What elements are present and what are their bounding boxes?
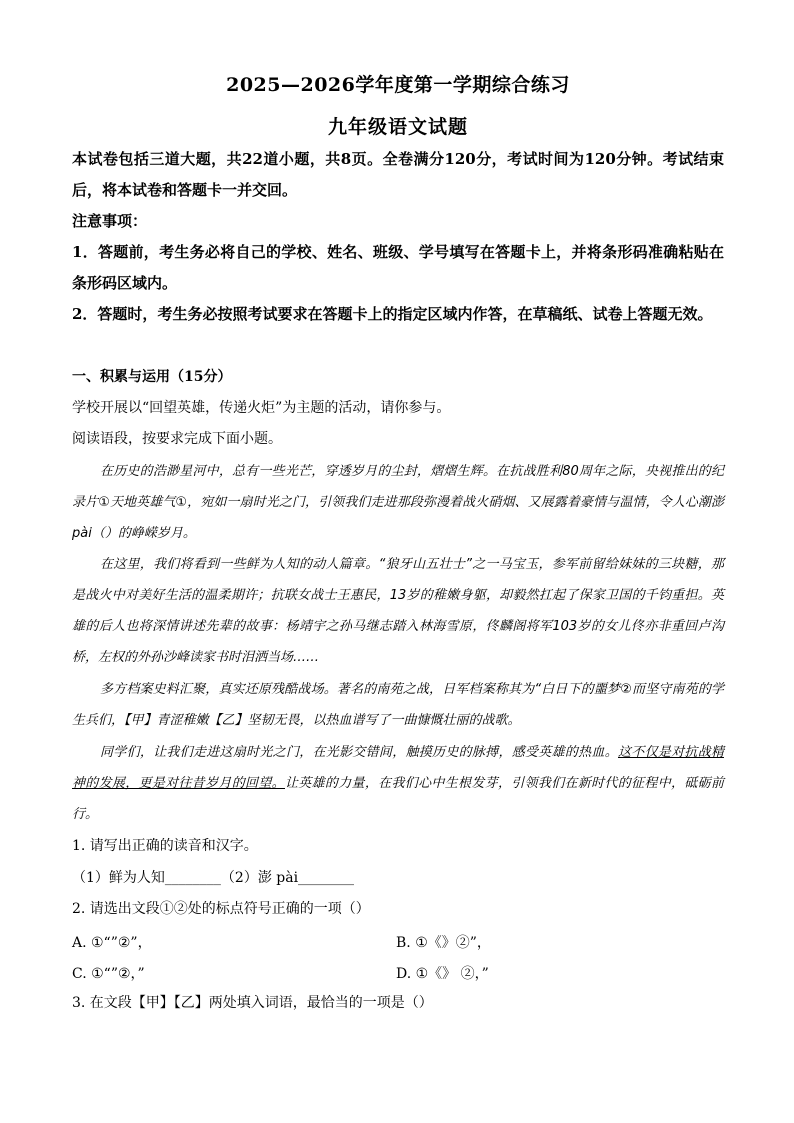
option-a: A. ①“”②”，: [72, 935, 152, 951]
paragraph-4-start: 同学们，让我们走进这扇时光之门，在光影交错间，触摸历史的脉搏，感受英雄的热血。: [100, 745, 618, 760]
intro-text: 本试卷包括三道大题，共22道小题，共8页。全卷满分120分，考试时间为120分钟。考试结束后，将本试卷和答题卡一并交回。: [72, 150, 724, 199]
question-2-stem: 2. 请选出文段①②处的标点符号正确的一项（）: [72, 901, 370, 917]
notice-label: 注意事项：: [72, 212, 148, 230]
option-d: D. ①《》 ②，”: [396, 966, 489, 982]
question-1-blanks: （1）鲜为人知________（2）澎 pài________: [72, 870, 355, 886]
exam-title: 2025—2026学年度第一学期综合练习: [226, 74, 570, 96]
option-b: B. ①《》②”，: [396, 935, 491, 951]
passage-paragraph-1: 在历史的浩渺星河中，总有一些光芒，穿透岁月的尘封，熠熠生辉。在抗战胜利80周年之际，央视推出的纪录片①天地英雄气①，宛如一扇时光之门，引领我们走进那段弥漫着战火硝烟、又展露着豪情与温情，令人心潮澎pài（）的峥嵘岁月。: [72, 464, 724, 541]
passage-paragraph-4: [72, 737, 724, 830]
section-heading: 一、积累与运用（15分）: [72, 369, 232, 385]
notice-item-2: 2．答题时，考生务必按照考试要求在答题卡上的指定区域内作答，在草稿纸、试卷上答题无效。: [72, 305, 713, 323]
notice-item-1: 1．答题前，考生务必将自己的学校、姓名、班级、学号填写在答题卡上，并将条形码准确粘贴在条形码区域内。: [72, 243, 724, 292]
option-c: C. ①“”②，”: [72, 966, 145, 982]
paragraph-4-end: 让英雄的力量，在我们心中生根发芽，引领我们在新时代的征程中，砥砺前行。: [72, 776, 724, 822]
question-1-stem: 1. 请写出正确的读音和汉字。: [72, 838, 258, 854]
instruction-text: 阅读语段，按要求完成下面小题。: [72, 431, 282, 447]
activity-text: 学校开展以“回望英雄，传递火炬”为主题的活动，请你参与。: [72, 400, 451, 416]
passage-paragraph-3: 多方档案史料汇聚，真实还原残酷战场。著名的南苑之战，日军档案称其为“白日下的噩梦②而坚守南苑的学生兵们，【甲】青涩稚嫩【乙】坚韧无畏，以热血谱写了一曲慷慨壮丽的战歌。: [72, 682, 724, 728]
underlined-sentence: 这不仅是对抗战精神的发展，更是对往昔岁月的回望。: [72, 745, 724, 791]
passage-paragraph-2: 在这里，我们将看到一些鲜为人知的动人篇章。“狼牙山五壮士”之一马宝玉，参军前留给妹妹的三块糖，那是战火中对美好生活的温柔期许；抗联女战士王惠民，13岁的稚嫩身躯，却毅然扛起了保家卫国的千钧重担。英雄的后人也将深情讲述先辈的故事：杨靖宇之孙马继志踏入林海雪原，佟麟阁将军103岁的女儿佟亦非重回卢沟桥，左权的外孙沙峰读家书时泪洒当场……: [72, 557, 724, 665]
exam-subtitle: 九年级语文试题: [327, 116, 468, 138]
question-3-stem: 3. 在文段【甲】【乙】两处填入词语，最恰当的一项是（）: [72, 995, 433, 1011]
